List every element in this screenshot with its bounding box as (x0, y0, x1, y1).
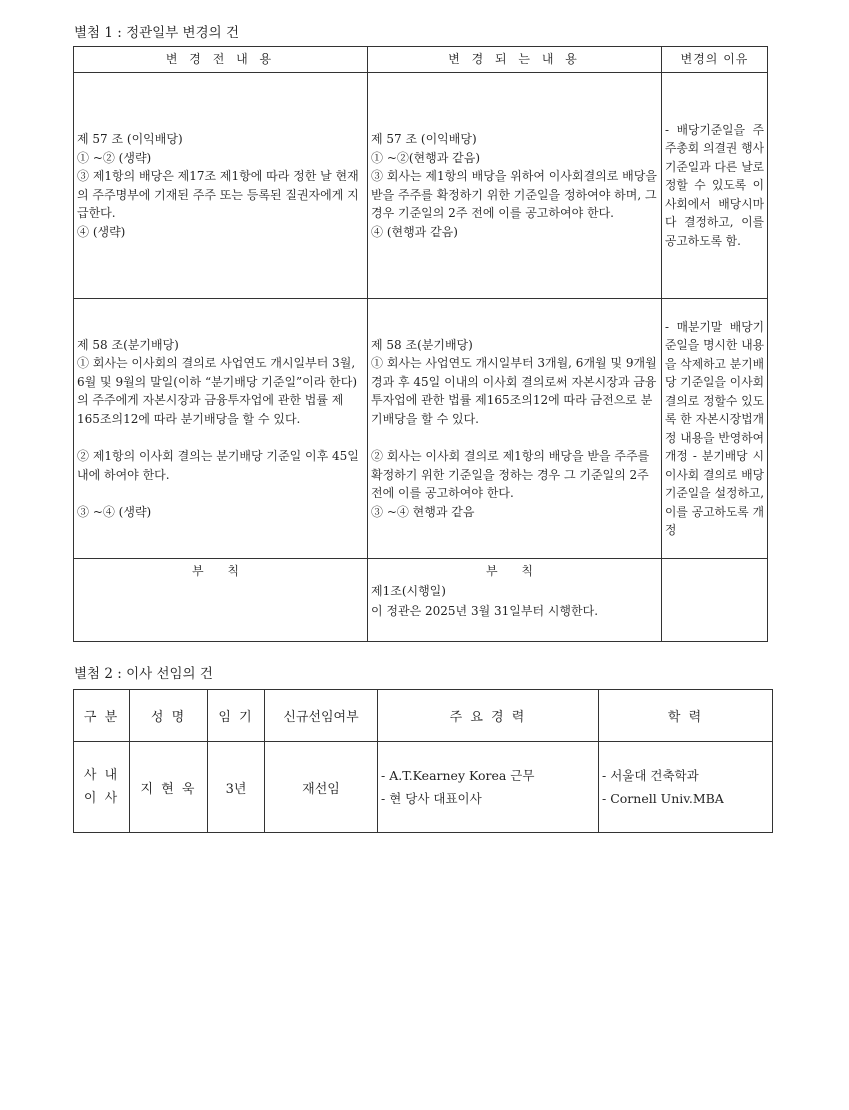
article58-before-p2: ② 제1항의 이사회 결의는 분기배당 기준일 이후 45일 내에 하여야 한다. (77, 449, 359, 482)
director-name: 지 현 욱 (130, 742, 208, 833)
article57-before-cell (74, 73, 368, 299)
article57-after-p3: ④ (현행과 같음) (371, 224, 458, 239)
header-term: 임 기 (208, 690, 265, 742)
education-item: - Cornell Univ.MBA (602, 791, 724, 806)
article57-before-p2: ③ 제1항의 배당은 제17조 제1항에 따라 정한 날 현재의 주주명부에 기재된 주주 또는 등록된 질권자에게 지급한다. (77, 169, 359, 220)
header-after: 변 경 되 는 내 용 (368, 47, 662, 73)
article58-before-p1: ① 회사는 이사회의 결의로 사업연도 개시일부터 3월, 6월 및 9월의 말일(이하 “분기배당 기준일”이라 한다)의 주주에게 자본시장과 금융투자업에 관한 법률 제165조의12에 따라 분기배당을 할 수 있다. (77, 356, 358, 426)
articles-amendment-table (73, 46, 768, 642)
addendum-article: 제1조(시행일) (371, 583, 446, 598)
director-career (378, 742, 599, 833)
article58-after-p1: ① 회사는 사업연도 개시일부터 3개월, 6개월 및 9개월 경과 후 45일 이내의 이사회 결의로써 자본시장과 금융투자업에 관한 법률 제165조의12에 따라 금전으로 분기배당을 할 수 있다. (371, 356, 657, 426)
addendum-after-cell (368, 559, 662, 642)
article58-row (74, 299, 768, 559)
article57-after-p1: ① ~②(현행과 같음) (371, 150, 481, 165)
addendum-reason-cell (662, 559, 768, 642)
addendum-row (74, 559, 768, 642)
article57-row (74, 73, 768, 299)
article57-after-title: 제 57 조 (이익배당) (371, 132, 477, 146)
article58-reason: - 매분기말 배당기준일을 명시한 내용을 삭제하고 분기배당 기준일을 이사회결의로 정할수 있도록 한 자본시장법개정 내용을 반영하여 개정 - 분기배당 시 이사회 결의로 배당기준일을 설정하고, 이를 공고하도록 개정 (662, 299, 768, 559)
table-header-row (74, 47, 768, 73)
article58-after-p3: ③ ~④ 현행과 같음 (371, 504, 475, 519)
article57-after-cell (368, 73, 662, 299)
article58-after-title: 제 58 조(분기배당) (371, 337, 473, 352)
article58-after-p2: ② 회사는 이사회 결의로 제1항의 배당을 받을 주주를 확정하기 위한 기준일을 정하는 경우 그 기준일의 2주 전에 이를 공고하여야 한다. (371, 449, 650, 501)
article58-before-cell (74, 299, 368, 559)
article58-before-p3: ③ ~④ (생략) (77, 505, 152, 519)
addendum-text: 이 정관은 2025년 3월 31일부터 시행한다. (371, 603, 599, 618)
addendum-after-label: 부 칙 (486, 564, 543, 578)
director-new-or-reappoint: 재선임 (265, 742, 378, 833)
article57-before-p1: ① ~② (생략) (77, 150, 152, 165)
career-item: - A.T.Kearney Korea 근무 (381, 768, 535, 783)
article58-before-title: 제 58 조(분기배당) (77, 337, 179, 352)
article57-before-title: 제 57 조 (이익배당) (77, 132, 183, 146)
career-item: - 현 당사 대표이사 (381, 791, 482, 806)
director-row (74, 742, 773, 833)
director-header-row (74, 690, 773, 742)
director-education (599, 742, 773, 833)
director-appointment-table (73, 689, 773, 833)
header-category: 구 분 (74, 690, 130, 742)
article57-before-p3: ④ (생략) (77, 224, 126, 239)
article58-after-cell (368, 299, 662, 559)
addendum-before-cell (74, 559, 368, 642)
header-education: 학 력 (599, 690, 773, 742)
attachment2-title: 별첨 2 : 이사 선임의 건 (74, 666, 213, 682)
education-item: - 서울대 건축학과 (602, 768, 699, 783)
header-before: 변 경 전 내 용 (74, 47, 368, 73)
article57-reason: - 배당기준일을 주주총회 의결권 행사 기준일과 다른 날로 정할 수 있도록 이사회에서 배당시마다 결정하고, 이를 공고하도록 함. (662, 73, 768, 299)
header-career: 주 요 경 력 (378, 690, 599, 742)
director-category: 사 내 이 사 (74, 742, 130, 833)
attachment1-title: 별첨 1 : 정관일부 변경의 건 (74, 25, 240, 41)
header-name: 성 명 (130, 690, 208, 742)
header-new-appointment: 신규선임여부 (265, 690, 378, 742)
article57-after-p2: ③ 회사는 제1항의 배당을 위하여 이사회결의로 배당을 받을 주주를 확정하기 위한 기준일을 정하여야 하며, 그 경우 기준일의 2주 전에 이를 공고하여야 한다. (371, 169, 657, 220)
director-term: 3년 (208, 742, 265, 833)
addendum-before-label: 부 칙 (192, 564, 249, 578)
header-reason: 변경의 이유 (662, 47, 768, 73)
